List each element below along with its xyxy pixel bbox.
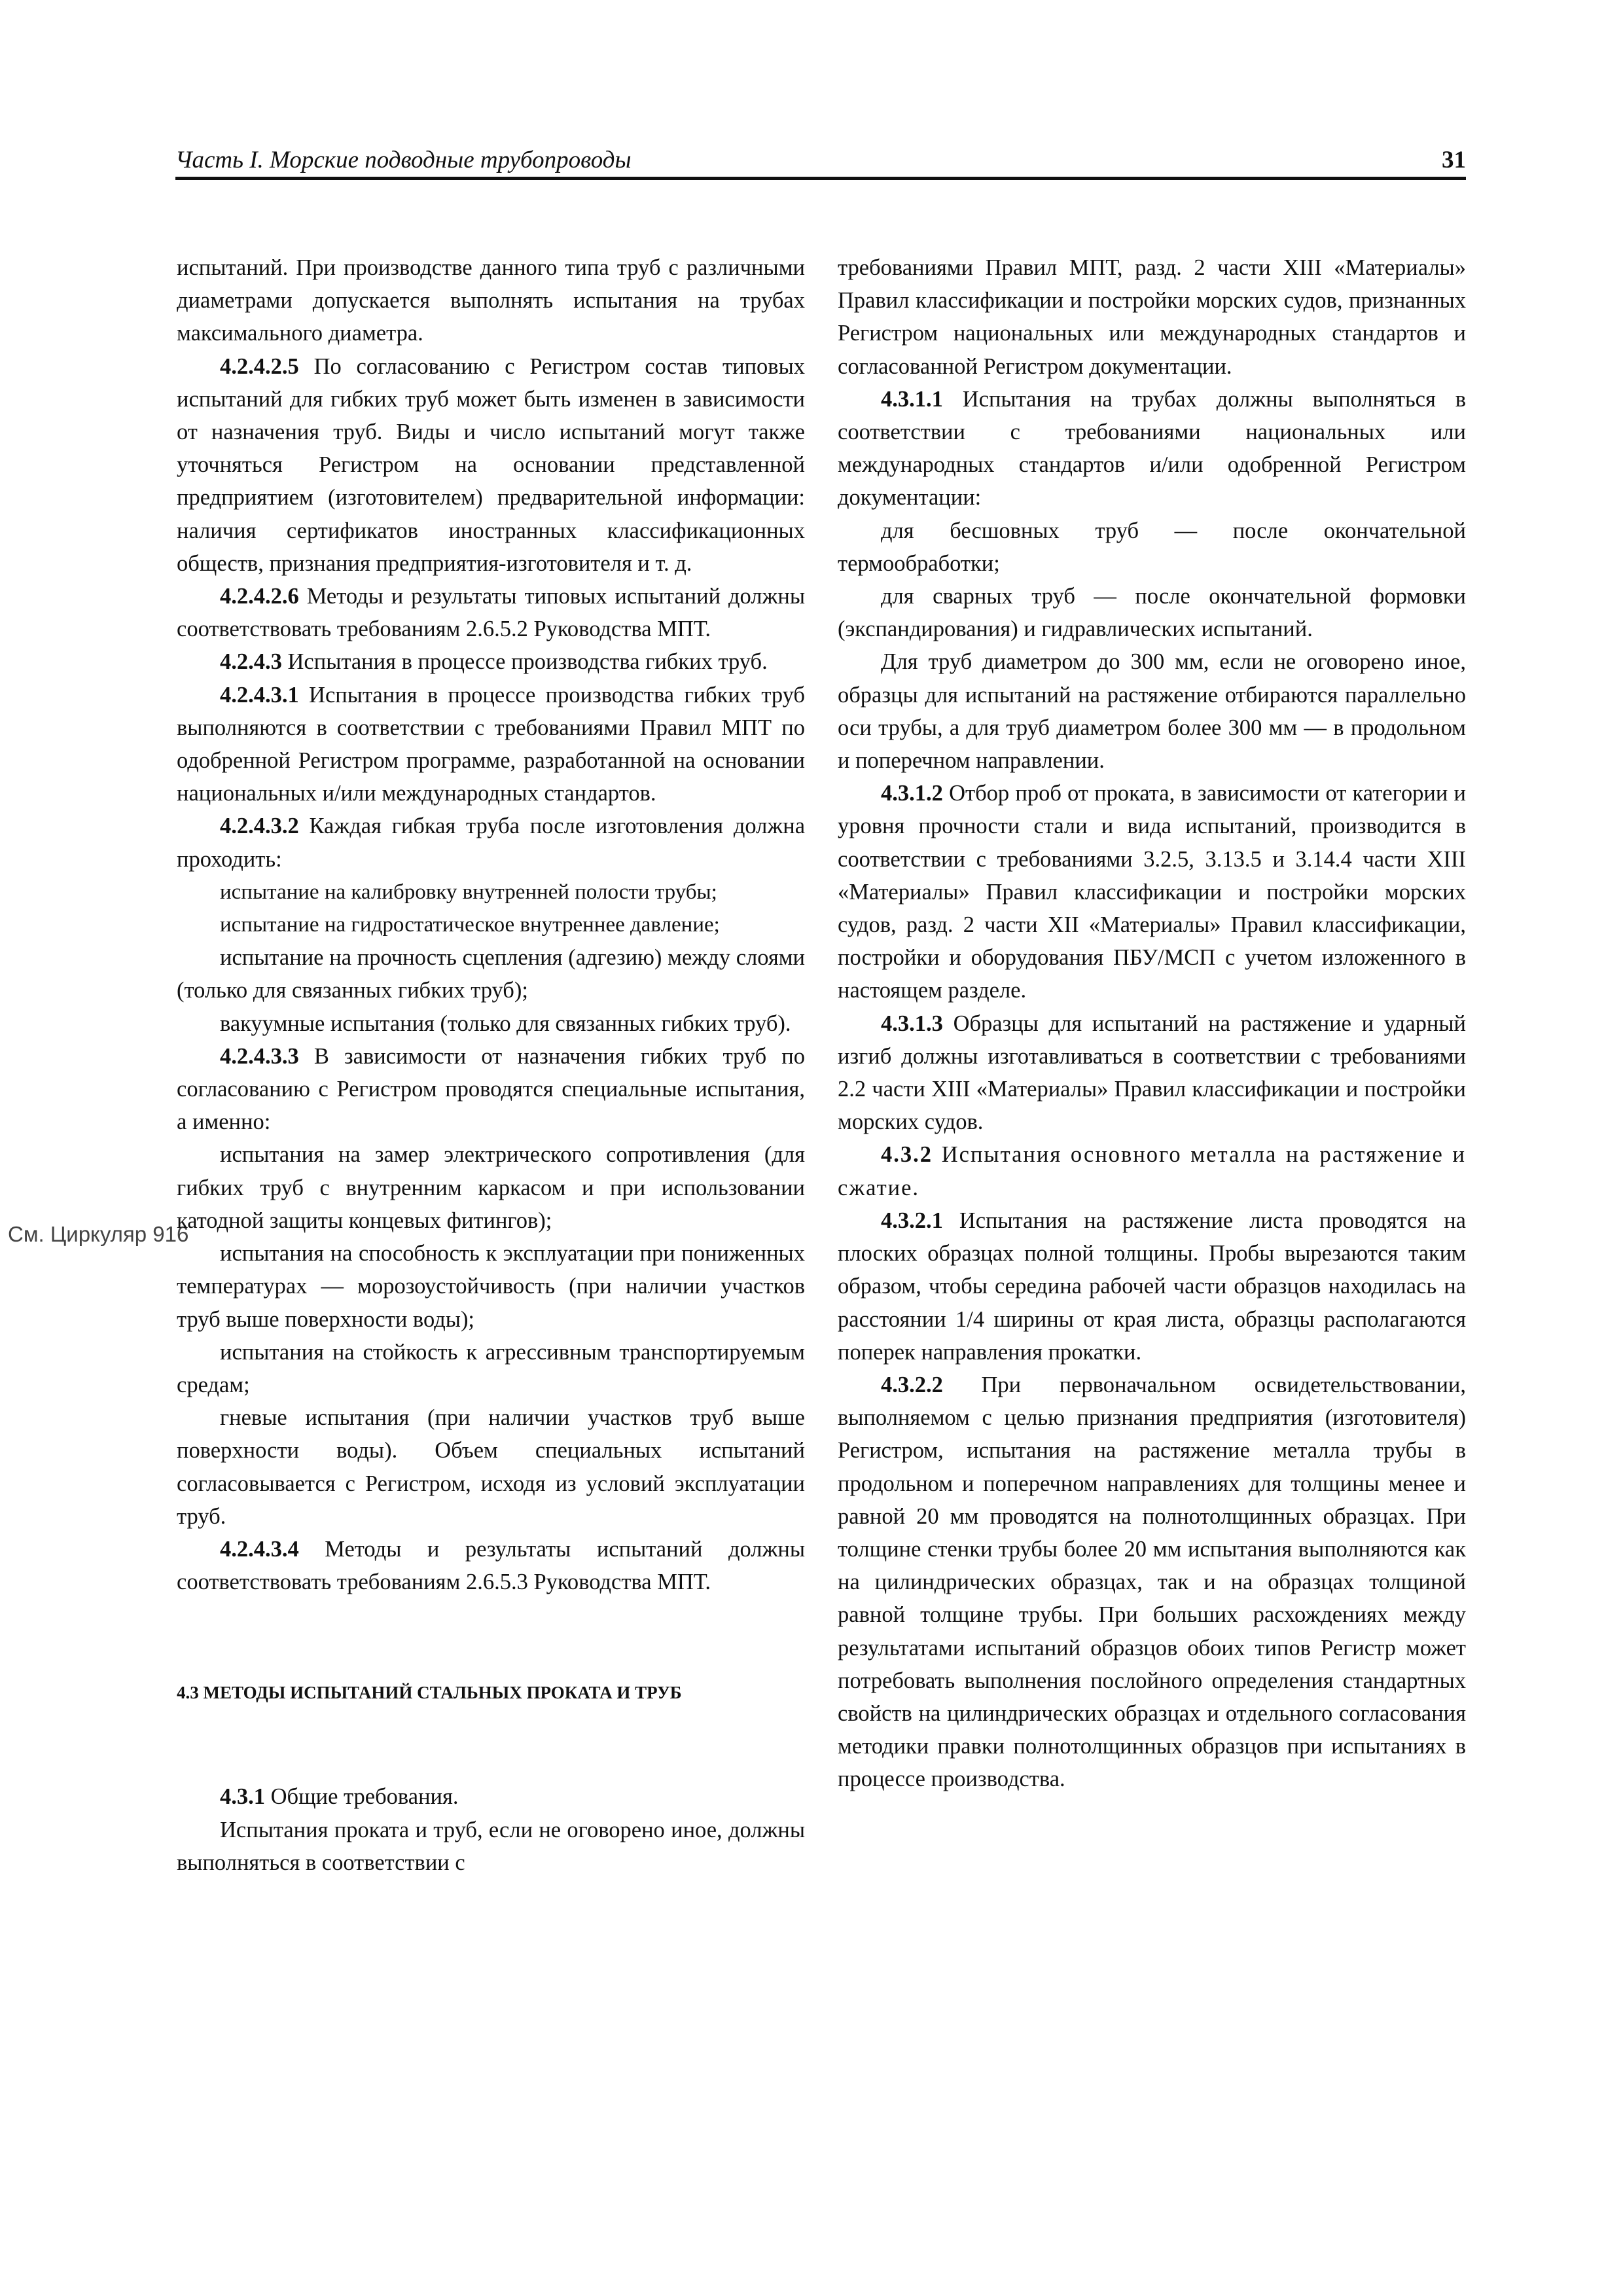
paragraph: испытаний. При производстве данного типа труб с различными диаметрами допускается выполнять испытания на трубах максимального диаметра. (177, 255, 805, 346)
list-item: для бесшовных труб — после окончательной термообработки; (838, 518, 1466, 576)
clause-number: 4.3.2 (881, 1142, 933, 1168)
paragraph: 4.2.4.3.4 Методы и результаты испытаний должны соответствовать требованиям 2.6.5.3 Руководства МПТ. (177, 1536, 806, 1595)
list-item: испытание на калибровку внутренней полости трубы; (220, 880, 717, 904)
section-heading: 4.3 МЕТОДЫ ИСПЫТАНИЙ СТАЛЬНЫХ ПРОКАТА И ТРУБ (177, 1683, 682, 1703)
paragraph: 4.2.4.3.1 Испытания в процессе производства гибких труб выполняются в соответствии с требованиями Правил МПТ по одобренной Регистром программе, разработанной на основании национальных и/или международных стандартов. (177, 682, 805, 806)
paragraph: 4.3.2.2 При первоначальном освидетельствовании, выполняемом с целью признания предприятия (изготовителя) Регистром, испытания на растяжение металла трубы в продольном и поперечном направлениях для толщины менее и равной 20 мм проводятся на полнотолщинных образцах. При толщине стенки трубы более 20 мм испытания выполняются как на цилиндрических образцах, так и на образцах толщиной равной толщине трубы. При больших расхождениях между результатами испытаний образцов обоих типов Регистр может потребовать выполнения послойного определения стандартных свойств на цилиндрических образцах и отдельного согласования методики правки полнотолщинных образцов при испытаниях в процессе производства. (838, 1372, 1466, 1792)
clause-number: 4.3.2.2 (881, 1372, 943, 1397)
list-item: испытание на прочность сцепления (адгезию) между слоями (только для связанных гибких труб); (177, 945, 805, 1003)
clause-number: 4.2.4.3 (220, 649, 282, 675)
clause-number: 4.3.1.3 (881, 1011, 943, 1036)
paragraph: 4.3.2.1 Испытания на растяжение листа проводятся на плоских образцах полной толщины. Пробы вырезаются таким образом, чтобы середина рабочей части образцов находилась на расстоянии 1/4 ширины от края листа, образцы располагаются поперек направления прокатки. (838, 1208, 1466, 1365)
header-rule (175, 177, 1466, 180)
list-item: вакуумные испытания (только для связанных гибких труб). (220, 1011, 791, 1036)
page-number: 31 (1442, 147, 1466, 173)
clause-number: 4.2.4.3.4 (220, 1536, 299, 1562)
margin-note-circular: См. Циркуляр 916 (8, 1222, 189, 1246)
clause-number: 4.3.1.1 (881, 386, 943, 412)
clause-number: 4.2.4.3.1 (220, 682, 299, 708)
clause-number: 4.3.2.1 (881, 1208, 943, 1233)
paragraph: 4.2.4.3 Испытания в процессе производства гибких труб. (220, 649, 768, 675)
list-item: испытания на замер электрического сопротивления (для гибких труб с внутренним каркасом и при использовании катодной защиты концевых фитингов); (177, 1142, 805, 1233)
paragraph: 4.2.4.2.6 Методы и результаты типовых испытаний должны соответствовать требованиям 2.6.5.2 Руководства МПТ. (177, 584, 805, 642)
paragraph: требованиями Правил МПТ, разд. 2 части XIII «Материалы» Правил классификации и постройки морских судов, признанных Регистром национальных или международных стандартов и согласованной Регистром документации. (838, 255, 1466, 379)
paragraph: 4.2.4.3.2 Каждая гибкая труба после изготовления должна проходить: (177, 814, 806, 872)
right-column (838, 251, 1466, 1796)
list-item: гневые испытания (при наличии участков труб выше поверхности воды). Объем специальных испытаний согласовывается с Регистром, исходя из условий эксплуатации труб. (177, 1405, 805, 1529)
list-item: для сварных труб — после окончательной формовки (экспандирования) и гидравлических испытаний. (838, 584, 1466, 642)
clause-number: 4.2.4.3.2 (220, 814, 299, 839)
paragraph: 4.2.4.2.5 По согласованию с Регистром состав типовых испытаний для гибких труб может быть изменен в зависимости от назначения труб. Виды и число испытаний могут также уточняться Регистром на основании представленной предприятием (изготовителем) предварительной информации: наличия сертификатов иностранных классификационных обществ, признания предприятия-изготовителя и т. д. (177, 353, 805, 576)
paragraph: 4.3.1.2 Отбор проб от проката, в зависимости от категории и уровня прочности стали и вида испытаний, производится в соответствии с требованиями 3.2.5, 3.13.5 и 3.14.4 части XIII «Материалы» Правил классификации и постройки морских судов, разд. 2 части XII «Материалы» Правил классификации, постройки и оборудования ПБУ/МСП с учетом изложенного в настоящем разделе. (838, 781, 1466, 1003)
paragraph: Испытания проката и труб, если не оговорено иное, должны выполняться в соответствии с (177, 1817, 805, 1875)
header-title: Часть I. Морские подводные трубопроводы (175, 147, 632, 173)
paragraph: 4.3.1.3 Образцы для испытаний на растяжение и ударный изгиб должны изготавливаться в соответствии с требованиями 2.2 части XIII «Материалы» Правил классификации и постройки морских судов. (838, 1011, 1467, 1135)
subsection-heading: 4.3.1 Общие требования. (220, 1784, 459, 1810)
clause-number: 4.3.1.2 (881, 781, 943, 806)
list-item: испытания на способность к эксплуатации при пониженных температурах — морозоустойчивость (при наличии участков труб выше поверхности воды); (177, 1241, 805, 1332)
clause-number: 4.2.4.3.3 (220, 1043, 299, 1069)
paragraph: 4.3.1.1 Испытания на трубах должны выполняться в соответствии с требованиями национальных или международных стандартов и/или одобренной Регистром документации: (838, 386, 1466, 511)
clause-number: 4.3.1 (220, 1784, 265, 1810)
paragraph: 4.2.4.3.3 В зависимости от назначения гибких труб по согласованию с Регистром проводятся специальные испытания, а именно: (177, 1043, 805, 1135)
list-item: испытание на гидростатическое внутреннее давление; (220, 913, 720, 937)
left-column (177, 251, 805, 1879)
clause-number: 4.2.4.2.6 (220, 584, 299, 609)
page-header (175, 145, 1466, 179)
paragraph: Для труб диаметром до 300 мм, если не оговорено иное, образцы для испытаний на растяжение отбираются параллельно оси трубы, а для труб диаметром более 300 мм — в продольном и поперечном направлении. (838, 649, 1466, 774)
subsection-heading: 4.3.2 Испытания основного металла на растяжение и сжатие. (838, 1142, 1466, 1200)
clause-number: 4.2.4.2.5 (220, 353, 299, 379)
list-item: испытания на стойкость к агрессивным транспортируемым средам; (177, 1339, 805, 1397)
